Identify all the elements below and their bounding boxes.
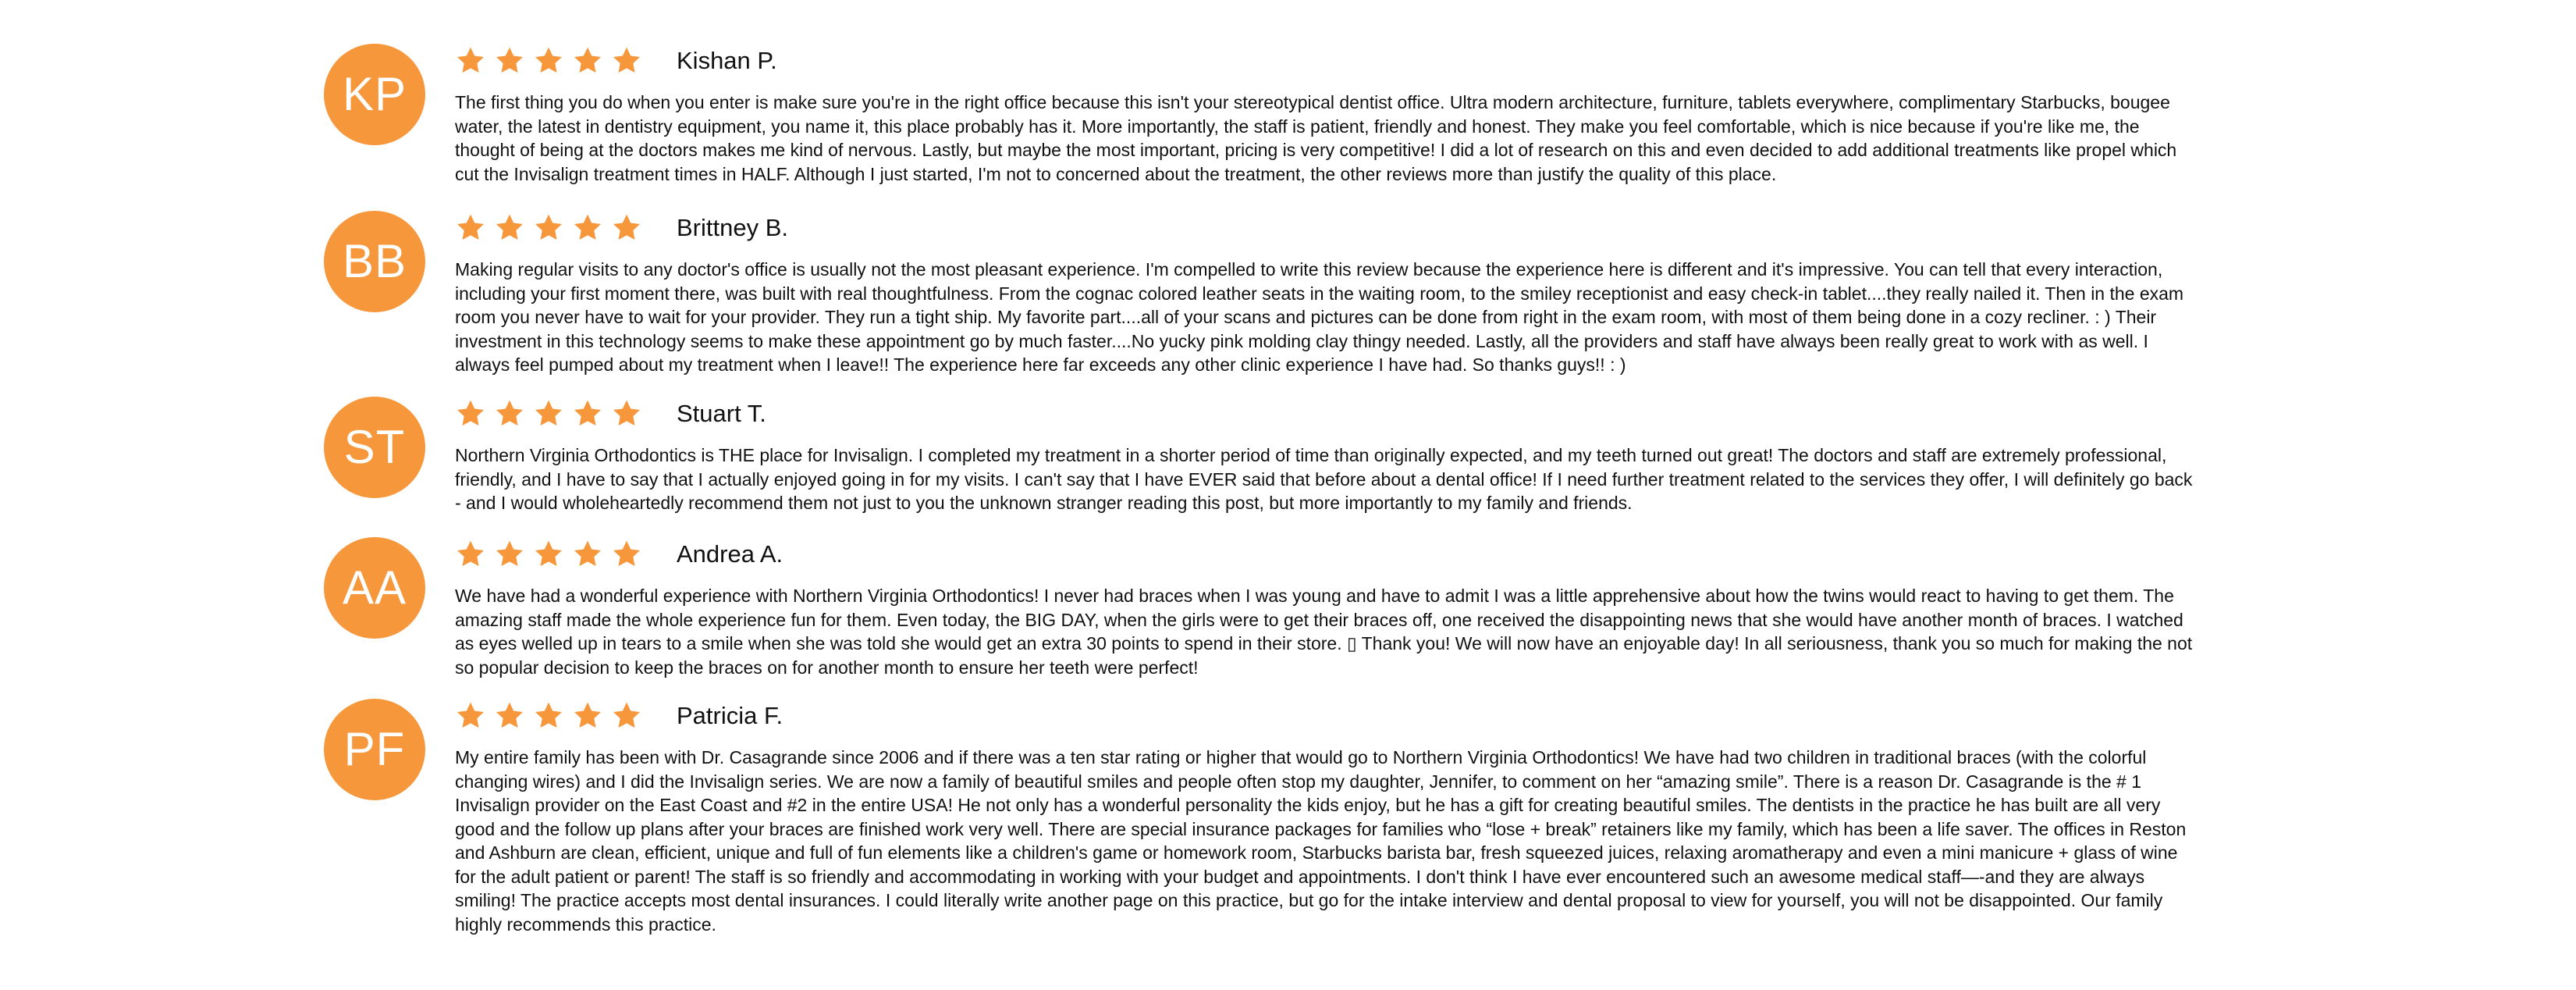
review-text: My entire family has been with Dr. Casagrande since 2006 and if there was a ten star rating or higher that would go to Northern Virginia Orthodontics! We have had two children in traditional braces (with the colorful changing wires) and I did the Invisalign series. We are now a family of beautiful smiles and people often stop my daughter, Jennifer, to comment on her “amazing smile”. There is a reason Dr. Casagrande is the # 1 Invisalign provider on the East Coast and #2 in the entire USA! He not only has a wonderful personality the kids enjoy, but he has a gift for creating beautiful smiles. The dentists in the practice he has built are all very good and the follow up plans after your braces are finished work very well. There are special insurance packages for families who “lose + break” retainers like my family, which has been a life saver. The offices in Reston and Ashburn are clean, efficient, unique and full of fun elements like a children's game or homework room, Starbucks barista bar, fresh squeezed juices, relaxing aromatherapy and even a mini manicure + glass of wine for the adult patient or parent! The staff is so friendly and accommodating in working with your budget and appointments. I don't think I have ever encountered such an awesome medical staff—-and they are always smiling! The practice accepts most dental insurances. I could literally write another page on this practice, but go for the intake interview and dental proposal to view for yourself, you will not be disappointed. Our family highly recommends this practice. <box>455 747 2187 935</box>
star-icon <box>533 45 564 77</box>
review-text: The first thing you do when you enter is make sure you're in the right office because this isn't your stereotypical dentist office. Ultra modern architecture, furniture, tablets everywhere, complimentary Starbucks, bougee water, the latest in dentistry equipment, you name it, this place probably has it. More importantly, the staff is patient, friendly and honest. They make you feel comfortable, which is nice because if you're like me, the thought of being at the doctors makes me kind of nervous. Lastly, but maybe the most important, pricing is very competitive! I did a lot of research on this and even decided to add additional treatments like propel which cut the Invisalign treatment times in HALF. Although I just started, I'm not to concerned about the treatment, the other reviews more than justify the quality of this place. <box>455 92 2177 184</box>
review-header <box>455 537 783 572</box>
review-text: Northern Virginia Orthodontics is THE place for Invisalign. I completed my treatment in a shorter period of time than originally expected, and my teeth turned out great! The doctors and staff are extremely professional, friendly, and I have to say that I actually enjoyed going in for my visits. I can't say that I have EVER said that before about a dental office! If I need further treatment related to the services they offer, I will definitely go back - and I would wholeheartedly recommend them not just to you the unknown stranger reading this post, but more importantly to my family and friends. <box>455 445 2193 513</box>
review-text: We have had a wonderful experience with Northern Virginia Orthodontics! I never had braces when I was young and have to admit I was a little apprehensive about how the twins would react to having to get them. The amazing staff made the whole experience fun for them. Even today, the BIG DAY, when the girls were to get their braces off, one received the disappointing news that she would have another month of braces. I watched as eyes welled up in tears to a smile when she was told she would get an extra 30 points to spend in their store. ▯ Thank you! We will now have an enjoyable day! In all seriousness, thank you so much for making the not so popular decision to keep the braces on for another month to ensure her teeth were perfect! <box>455 586 2193 678</box>
review-text: Making regular visits to any doctor's office is usually not the most pleasant experience. I'm compelled to write this review because the experience here is different and it's impressive. You can tell that every interaction, including your first moment there, was built with real thoughtfulness. From the cognac colored leather seats in the waiting room, to the smiley receptionist and easy check-in tablet....they really nailed it. Then in the exam room you never have to wait for your provider. They run a tight ship. My favorite part....all of your scans and pictures can be done from right in the exam room, with most of them being done in a cozy recliner. : ) Their investment in this technology seems to make these appointment go by much faster....No yucky pink molding clay thingy needed. Lastly, all the providers and staff have always been really great to work with as well. I always feel pumped about my treatment when I leave!! The experience here far exceeds any other clinic experience I have had. So thanks guys!! : ) <box>455 259 2184 375</box>
star-icon <box>572 45 603 77</box>
star-icon <box>455 212 486 244</box>
star-rating <box>455 539 650 570</box>
star-icon <box>572 700 603 732</box>
avatar: BB <box>324 211 425 312</box>
avatar: PF <box>324 699 425 800</box>
star-rating <box>455 212 650 244</box>
reviewer-name: Stuart T. <box>677 400 766 427</box>
star-icon <box>611 539 642 570</box>
star-icon <box>494 700 525 732</box>
star-icon <box>455 700 486 732</box>
star-icon <box>533 398 564 429</box>
star-icon <box>533 700 564 732</box>
star-icon <box>455 539 486 570</box>
star-icon <box>611 700 642 732</box>
star-rating <box>455 700 650 732</box>
avatar: ST <box>324 397 425 498</box>
reviewer-name: Brittney B. <box>677 214 788 241</box>
avatar: AA <box>324 537 425 639</box>
star-rating <box>455 45 650 77</box>
reviewer-name: Andrea A. <box>677 540 783 568</box>
reviewer-name: Kishan P. <box>677 47 777 74</box>
star-icon <box>572 212 603 244</box>
star-icon <box>533 212 564 244</box>
star-icon <box>611 212 642 244</box>
star-icon <box>455 398 486 429</box>
star-icon <box>494 45 525 77</box>
review-header <box>455 397 766 431</box>
star-icon <box>494 212 525 244</box>
star-icon <box>494 398 525 429</box>
reviewer-name: Patricia F. <box>677 702 783 729</box>
star-rating <box>455 398 650 429</box>
star-icon <box>455 45 486 77</box>
star-icon <box>572 539 603 570</box>
avatar: KP <box>324 44 425 145</box>
review-header <box>455 699 783 733</box>
star-icon <box>611 398 642 429</box>
review-header <box>455 44 777 78</box>
star-icon <box>533 539 564 570</box>
star-icon <box>611 45 642 77</box>
star-icon <box>572 398 603 429</box>
star-icon <box>494 539 525 570</box>
review-header <box>455 211 788 245</box>
